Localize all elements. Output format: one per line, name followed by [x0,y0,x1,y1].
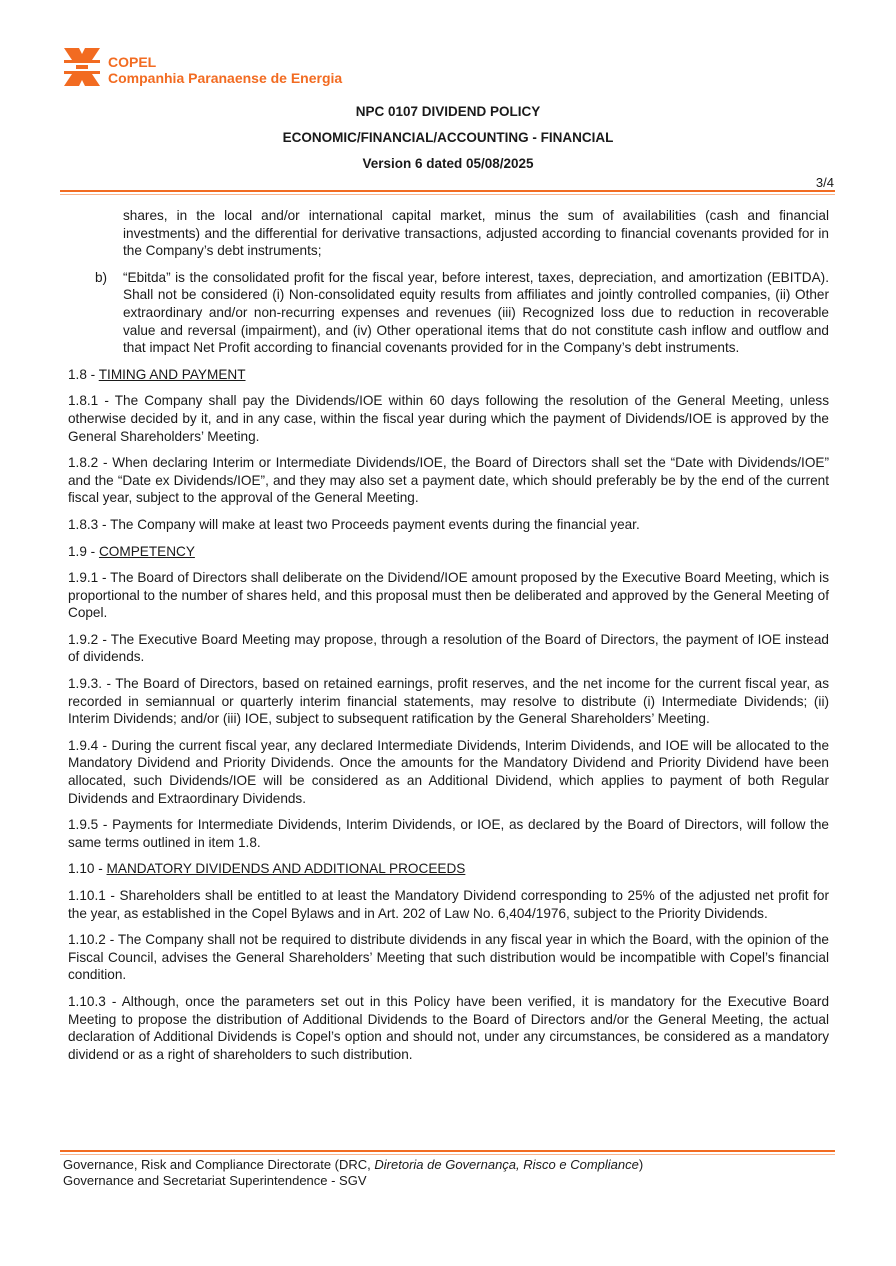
paragraph-1-9-4: 1.9.4 - During the current fiscal year, any declared Intermediate Dividends, Interim Dividends, and IOE will be allocated to the Mandatory Dividend and Priority Dividends. Once the amounts for the Mandatory Dividend and Priority Dividend have been allocated, such Dividends/IOE will be considered as an Additional Dividend, which applies to payment of both Regular Dividends and Extraordinary Dividends. [68,737,829,806]
paragraph-1-8-3: 1.8.3 - The Company will make at least two Proceeds payment events during the financial year. [68,516,640,532]
list-item-b [68,269,829,357]
footer [63,1157,643,1189]
paragraph-1-10-1: 1.10.1 - Shareholders shall be entitled to at least the Mandatory Dividend corresponding to 25% of the adjusted net profit for the year, as established in the Copel Bylaws and in Art. 202 of Law No. 6,404/1976, subject to the Priority Dividends. [68,888,829,921]
document-body [68,207,829,1072]
footer-divider [60,1150,835,1155]
paragraph-1-9-1: 1.9.1 - The Board of Directors shall deliberate on the Dividend/IOE amount proposed by the Executive Board Meeting, which is proportional to the number of shares held, and this proposal must then be deliberated and approved by the General Meeting of Copel. [68,570,829,621]
section-heading-1-10: 1.10 - MANDATORY DIVIDENDS AND ADDITIONAL PROCEEDS [68,861,466,877]
header-divider [60,190,835,195]
document-title: NPC 0107 DIVIDEND POLICY [355,104,541,119]
document-subtitle: ECONOMIC/FINANCIAL/ACCOUNTING - FINANCIAL [282,130,614,145]
section-heading-1-9: 1.9 - COMPETENCY [68,543,195,559]
continuation-paragraph: shares, in the local and/or international capital market, minus the sum of availabilities (cash and financial investments) and the differential for derivative transactions, adjusted according to financial covenants provided for in the Company’s debt instruments; [123,208,829,259]
footer-line-2: Governance and Secretariat Superintendence - SGV [63,1173,367,1188]
paragraph-1-8-1: 1.8.1 - The Company shall pay the Dividends/IOE within 60 days following the resolution of the General Meeting, unless otherwise decided by it, and in any case, within the fiscal year during which the payment of Dividends/IOE is approved by the General Shareholders’ Meeting. [68,393,829,444]
document-version: Version 6 dated 05/08/2025 [362,156,534,171]
brand-block [108,54,342,86]
paragraph-1-9-2: 1.9.2 - The Executive Board Meeting may propose, through a resolution of the Board of Directors, the payment of IOE instead of dividends. [68,631,829,665]
paragraph-1-9-3: 1.9.3. - The Board of Directors, based on retained earnings, profit reserves, and the net income for the current fiscal year, as recorded in semiannual or quarterly interim financial statements, may resolve to distribute (i) Intermediate Dividends; (ii) Interim Dividends; and/or (iii) IOE, subject to subsequent ratification by the General Shareholders’ Meeting. [68,676,829,727]
list-item-text: “Ebitda” is the consolidated profit for the fiscal year, before interest, taxes, depreciation, and amortization (EBITDA). Shall not be considered (i) Non-consolidated equity results from affiliates and jointly controlled companies, (ii) Other extraordinary and/or non-recurring expenses and revenues (iii) Recognized loss due to reduction in recoverable value and reversal (impairment), and (iv) Other operational items that do not constitute cash inflow and outflow and that impact Net Profit according to financial covenants provided for in the Company’s debt instruments. [123,269,829,356]
brand-full-name: Companhia Paranaense de Energia [108,70,343,86]
footer-line-1: Governance, Risk and Compliance Directorate (DRC, Diretoria de Governança, Risco e Compliance) [63,1157,644,1172]
paragraph-1-8-2: 1.8.2 - When declaring Interim or Intermediate Dividends/IOE, the Board of Directors shall set the “Date with Dividends/IOE” and the “Date ex Dividends/IOE”, and they may also set a payment date, which should preferably be by the end of the current fiscal year, subject to the approval of the General Meeting. [68,455,829,506]
paragraph-1-9-5: 1.9.5 - Payments for Intermediate Dividends, Interim Dividends, or IOE, as declared by the Board of Directors, will follow the same terms outlined in item 1.8. [68,817,829,850]
copel-logo-icon [62,46,102,88]
paragraph-1-10-3: 1.10.3 - Although, once the parameters set out in this Policy have been verified, it is mandatory for the Executive Board Meeting to propose the distribution of Additional Dividends to the Board of Directors and/or the General Meeting, the actual declaration of Additional Dividends is Copel’s option and should not, under any circumstances, be considered as a mandatory dividend or as a right of shareholders to such distribution. [68,993,829,1062]
section-heading-1-8: 1.8 - TIMING AND PAYMENT [68,366,246,382]
page-number: 3/4 [815,175,834,190]
brand-name: COPEL [108,54,157,70]
paragraph-1-10-2: 1.10.2 - The Company shall not be required to distribute dividends in any fiscal year in which the Board, with the opinion of the Fiscal Council, advises the General Shareholders’ Meeting that such distribution would be incompatible with Copel’s financial condition. [68,932,829,983]
list-marker: b) [95,269,108,285]
